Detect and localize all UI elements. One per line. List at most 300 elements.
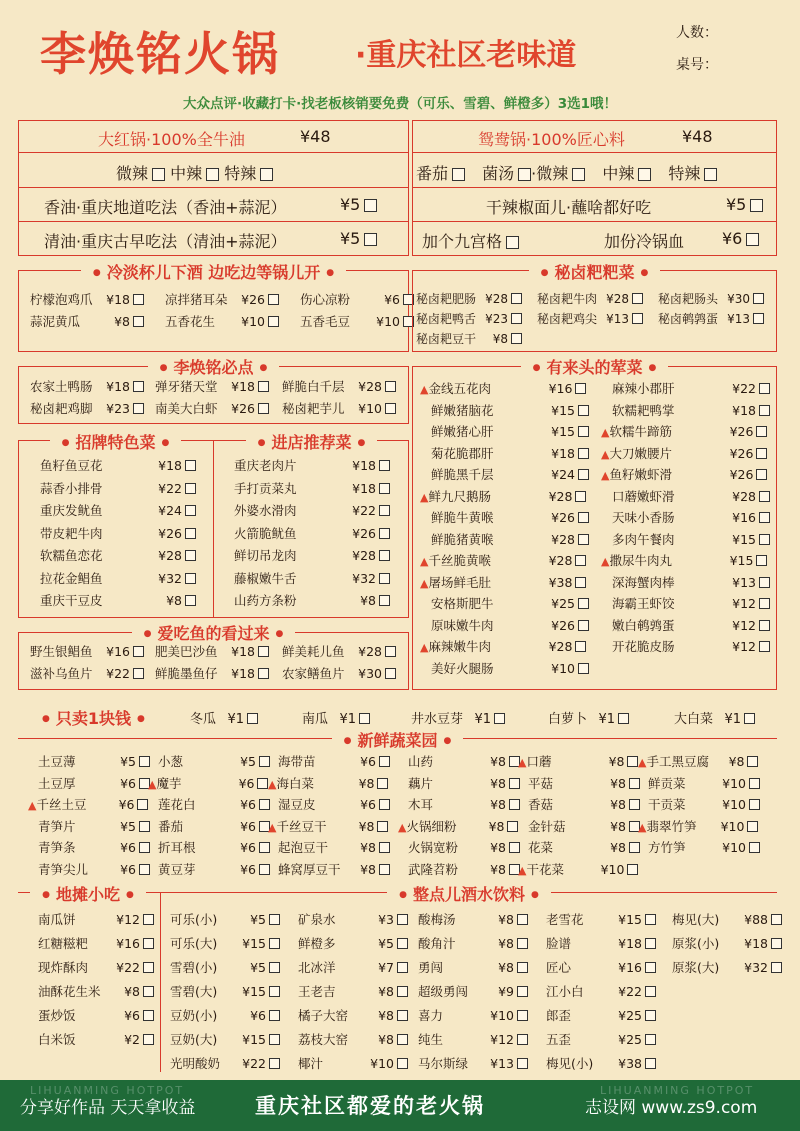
item-checkbox[interactable] bbox=[753, 293, 764, 304]
menu-item bbox=[420, 379, 586, 397]
spice-options: 微辣 中辣 特辣 bbox=[116, 161, 273, 184]
item-price: ¥28 bbox=[358, 644, 382, 659]
red-pot-price: ¥48 bbox=[300, 127, 331, 146]
item-name: 鲜橙多 bbox=[298, 936, 336, 951]
item-price: ¥12 bbox=[732, 596, 756, 611]
item-name: 鱼籽嫩虾滑 bbox=[609, 467, 672, 482]
item-checkbox[interactable] bbox=[379, 842, 390, 853]
item-name: 火锅宽粉 bbox=[408, 840, 459, 855]
oil1-checkbox[interactable] bbox=[364, 199, 377, 212]
item-checkbox[interactable] bbox=[629, 842, 640, 853]
item-checkbox[interactable] bbox=[185, 460, 196, 471]
item-checkbox[interactable] bbox=[397, 962, 408, 973]
item-price: ¥5 bbox=[250, 912, 266, 927]
item-checkbox[interactable] bbox=[269, 938, 280, 949]
item-checkbox[interactable] bbox=[185, 483, 196, 494]
menu-item bbox=[278, 795, 390, 813]
item-checkbox[interactable] bbox=[269, 986, 280, 997]
menu-item bbox=[282, 642, 396, 660]
item-checkbox[interactable] bbox=[397, 1034, 408, 1045]
item-checkbox[interactable] bbox=[759, 405, 770, 416]
item-checkbox[interactable] bbox=[133, 646, 144, 657]
item-price: ¥22 bbox=[158, 480, 182, 496]
menu-item bbox=[537, 290, 643, 307]
item-name: 荔枝大窑 bbox=[298, 1032, 349, 1047]
item-price: ¥6 bbox=[360, 797, 376, 812]
menu-item bbox=[190, 708, 258, 727]
menu-item bbox=[612, 508, 770, 526]
item-price: ¥26 bbox=[729, 424, 754, 439]
fire-icon: ▲ bbox=[268, 777, 277, 791]
item-price: ¥8 bbox=[358, 818, 375, 834]
menu-item bbox=[431, 422, 589, 440]
item-checkbox[interactable] bbox=[575, 491, 586, 502]
menu-item bbox=[298, 982, 408, 1000]
item-checkbox[interactable] bbox=[258, 668, 269, 679]
yy-hot-checkbox[interactable] bbox=[704, 168, 717, 181]
item-checkbox[interactable] bbox=[137, 799, 148, 810]
item-price: ¥16 bbox=[116, 936, 140, 951]
item-checkbox[interactable] bbox=[511, 293, 522, 304]
menu-item bbox=[648, 838, 760, 856]
menu-item bbox=[170, 934, 280, 952]
item-price: ¥30 bbox=[358, 666, 382, 681]
dry-checkbox[interactable] bbox=[750, 199, 763, 212]
menu-item bbox=[431, 659, 589, 677]
menu-item bbox=[658, 290, 764, 307]
item-name: 深海蟹肉棒 bbox=[612, 574, 675, 590]
menu-item bbox=[170, 958, 280, 976]
item-price: ¥5 bbox=[120, 754, 136, 769]
item-price: ¥18 bbox=[158, 458, 182, 473]
menu-item bbox=[170, 982, 280, 1000]
menu-item bbox=[612, 530, 770, 548]
item-name: 蒜泥黄瓜 bbox=[30, 314, 81, 329]
item-name: 光明酸奶 bbox=[170, 1056, 221, 1071]
tomato-checkbox[interactable] bbox=[452, 168, 465, 181]
menu-item bbox=[40, 524, 196, 542]
menu-item bbox=[546, 958, 656, 976]
menu-item bbox=[546, 1030, 656, 1048]
item-checkbox[interactable] bbox=[143, 914, 154, 925]
item-checkbox[interactable] bbox=[759, 641, 770, 652]
item-price: ¥25 bbox=[618, 1032, 642, 1047]
item-price: ¥8 bbox=[498, 936, 514, 951]
item-checkbox[interactable] bbox=[759, 383, 770, 394]
menu-item bbox=[38, 934, 154, 952]
item-checkbox[interactable] bbox=[379, 573, 390, 584]
menu-item bbox=[408, 795, 520, 813]
item-checkbox[interactable] bbox=[618, 713, 629, 724]
item-price: ¥6 bbox=[240, 861, 256, 877]
menu-item bbox=[416, 310, 522, 327]
cold-header: ● 冷淡杯儿下酒 边吃边等锅儿开 ● bbox=[81, 263, 346, 282]
item-checkbox[interactable] bbox=[756, 426, 767, 437]
item-checkbox[interactable] bbox=[385, 381, 396, 392]
item-checkbox[interactable] bbox=[632, 293, 643, 304]
menu-item bbox=[674, 708, 755, 727]
menu-item bbox=[420, 637, 586, 655]
item-name: 老雪花 bbox=[546, 912, 584, 927]
item-price: ¥6 bbox=[250, 1008, 266, 1023]
item-checkbox[interactable] bbox=[143, 938, 154, 949]
brand-title: 李焕铭火锅 bbox=[40, 27, 280, 81]
menu-item bbox=[548, 708, 629, 727]
item-checkbox[interactable] bbox=[517, 938, 528, 949]
menu-item bbox=[38, 1030, 154, 1048]
item-checkbox[interactable] bbox=[258, 646, 269, 657]
item-checkbox[interactable] bbox=[645, 1058, 656, 1069]
footer-slogan: 重庆社区都爱的老火锅 bbox=[255, 1094, 485, 1118]
item-price: ¥18 bbox=[231, 666, 255, 681]
item-checkbox[interactable] bbox=[509, 799, 520, 810]
item-price: ¥28 bbox=[358, 379, 382, 394]
item-checkbox[interactable] bbox=[258, 381, 269, 392]
item-checkbox[interactable] bbox=[629, 799, 640, 810]
item-checkbox[interactable] bbox=[756, 555, 767, 566]
item-name: 鲜脆白千层 bbox=[282, 379, 345, 394]
item-name: 折耳根 bbox=[158, 840, 196, 855]
item-checkbox[interactable] bbox=[645, 986, 656, 997]
oil1-price-row: ¥5 bbox=[340, 195, 377, 214]
item-checkbox[interactable] bbox=[268, 316, 279, 327]
fire-icon: ▲ bbox=[601, 426, 610, 439]
item-checkbox[interactable] bbox=[756, 469, 767, 480]
item-name: 安格斯肥牛 bbox=[431, 596, 494, 611]
spice-mild-checkbox[interactable] bbox=[152, 168, 165, 181]
oil2-checkbox[interactable] bbox=[364, 233, 377, 246]
item-price: ¥1 bbox=[339, 712, 356, 727]
item-checkbox[interactable] bbox=[749, 778, 760, 789]
menu-item bbox=[170, 1030, 280, 1048]
item-checkbox[interactable] bbox=[575, 555, 586, 566]
menu-item bbox=[30, 377, 144, 395]
item-price: ¥16 bbox=[732, 510, 756, 525]
item-checkbox[interactable] bbox=[143, 1034, 154, 1045]
item-checkbox[interactable] bbox=[185, 550, 196, 561]
item-checkbox[interactable] bbox=[385, 668, 396, 679]
item-checkbox[interactable] bbox=[139, 842, 150, 853]
item-checkbox[interactable] bbox=[397, 938, 408, 949]
blood-checkbox[interactable] bbox=[746, 233, 759, 246]
mushroom-checkbox[interactable] bbox=[518, 168, 531, 181]
fire-icon: ▲ bbox=[638, 756, 647, 769]
item-price: ¥26 bbox=[352, 525, 376, 541]
item-price: ¥8 bbox=[378, 984, 394, 999]
item-checkbox[interactable] bbox=[578, 426, 589, 437]
item-price: ¥15 bbox=[551, 402, 575, 418]
item-checkbox[interactable] bbox=[185, 505, 196, 516]
menu-item bbox=[612, 487, 770, 505]
item-checkbox[interactable] bbox=[771, 938, 782, 949]
menu-item bbox=[416, 330, 522, 347]
item-checkbox[interactable] bbox=[517, 962, 528, 973]
footer-watermark-right: LIHUANMING HOTPOT bbox=[600, 1084, 755, 1097]
item-checkbox[interactable] bbox=[133, 668, 144, 679]
item-checkbox[interactable] bbox=[379, 505, 390, 516]
item-checkbox[interactable] bbox=[749, 799, 760, 810]
item-name: 椰汁 bbox=[298, 1056, 324, 1071]
item-name: 王老吉 bbox=[298, 984, 336, 999]
item-checkbox[interactable] bbox=[259, 864, 270, 875]
item-checkbox[interactable] bbox=[627, 756, 638, 767]
item-price: ¥5 bbox=[250, 960, 266, 975]
meat-header: ● 有来头的荤菜 ● bbox=[521, 358, 669, 377]
item-checkbox[interactable] bbox=[759, 598, 770, 609]
item-checkbox[interactable] bbox=[759, 512, 770, 523]
menu-item bbox=[418, 982, 528, 1000]
item-name: 野生银鲳鱼 bbox=[30, 644, 93, 659]
item-price: ¥8 bbox=[610, 840, 626, 855]
item-checkbox[interactable] bbox=[578, 534, 589, 545]
item-price: ¥13 bbox=[727, 312, 750, 326]
item-checkbox[interactable] bbox=[397, 1058, 408, 1069]
item-checkbox[interactable] bbox=[247, 713, 258, 724]
veg-header: ● 新鲜蔬菜园 ● bbox=[332, 731, 464, 750]
yy-pot-price: ¥48 bbox=[682, 127, 713, 146]
drink-header: ● 整点儿酒水饮料 ● bbox=[387, 885, 551, 904]
item-price: ¥6 bbox=[124, 1008, 140, 1023]
item-name: 金针菇 bbox=[528, 818, 566, 834]
item-checkbox[interactable] bbox=[397, 914, 408, 925]
item-checkbox[interactable] bbox=[753, 313, 764, 324]
item-price: ¥8 bbox=[488, 818, 505, 834]
menu-item bbox=[601, 551, 767, 569]
item-checkbox[interactable] bbox=[258, 403, 269, 414]
item-checkbox[interactable] bbox=[517, 986, 528, 997]
menu-item bbox=[408, 860, 520, 878]
item-name: 天味小香肠 bbox=[612, 510, 675, 525]
item-name: 白米饭 bbox=[38, 1032, 76, 1047]
item-checkbox[interactable] bbox=[379, 756, 390, 767]
item-name: 酸角汁 bbox=[418, 936, 456, 951]
item-checkbox[interactable] bbox=[749, 842, 760, 853]
item-checkbox[interactable] bbox=[627, 864, 638, 875]
item-price: ¥5 bbox=[378, 936, 394, 951]
item-checkbox[interactable] bbox=[517, 1058, 528, 1069]
menu-item bbox=[546, 910, 656, 928]
item-checkbox[interactable] bbox=[771, 962, 782, 973]
item-checkbox[interactable] bbox=[143, 962, 154, 973]
item-checkbox[interactable] bbox=[185, 573, 196, 584]
item-checkbox[interactable] bbox=[268, 294, 279, 305]
spice-hot-checkbox[interactable] bbox=[260, 168, 273, 181]
item-checkbox[interactable] bbox=[578, 469, 589, 480]
yy-mild-checkbox[interactable] bbox=[572, 168, 585, 181]
item-price: ¥3 bbox=[378, 912, 394, 927]
spice-medium-checkbox[interactable] bbox=[206, 168, 219, 181]
item-checkbox[interactable] bbox=[259, 756, 270, 767]
item-price: ¥5 bbox=[240, 754, 256, 769]
menu-item bbox=[601, 444, 767, 462]
item-name: 原浆(大) bbox=[672, 960, 720, 975]
item-checkbox[interactable] bbox=[379, 460, 390, 471]
item-name: 鲜脆墨鱼仔 bbox=[155, 666, 218, 681]
item-checkbox[interactable] bbox=[759, 620, 770, 631]
item-name: 菊花脆郡肝 bbox=[431, 445, 494, 461]
item-name: 莲花白 bbox=[158, 797, 196, 812]
item-name: 拉花金鲳鱼 bbox=[40, 570, 103, 586]
item-name: 纯生 bbox=[418, 1032, 444, 1047]
item-checkbox[interactable] bbox=[397, 986, 408, 997]
item-checkbox[interactable] bbox=[257, 778, 268, 789]
item-checkbox[interactable] bbox=[744, 713, 755, 724]
item-name: 带皮耙牛肉 bbox=[40, 525, 103, 541]
item-checkbox[interactable] bbox=[259, 842, 270, 853]
item-name: 豆奶(大) bbox=[170, 1032, 218, 1047]
item-checkbox[interactable] bbox=[379, 595, 390, 606]
item-checkbox[interactable] bbox=[269, 914, 280, 925]
menu-item bbox=[672, 934, 782, 952]
item-checkbox[interactable] bbox=[645, 1010, 656, 1021]
item-price: ¥6 bbox=[240, 818, 256, 834]
menu-item bbox=[234, 456, 390, 474]
item-name: 花菜 bbox=[528, 840, 554, 855]
item-name: 起泡豆干 bbox=[278, 840, 329, 855]
menu-item bbox=[418, 934, 528, 952]
item-checkbox[interactable] bbox=[747, 821, 758, 832]
item-checkbox[interactable] bbox=[759, 577, 770, 588]
item-price: ¥24 bbox=[551, 467, 575, 482]
item-checkbox[interactable] bbox=[578, 663, 589, 674]
item-checkbox[interactable] bbox=[578, 448, 589, 459]
item-checkbox[interactable] bbox=[359, 713, 370, 724]
item-checkbox[interactable] bbox=[645, 938, 656, 949]
item-price: ¥6 bbox=[238, 775, 255, 791]
item-name: 重庆发鱿鱼 bbox=[40, 503, 103, 518]
item-checkbox[interactable] bbox=[385, 403, 396, 414]
jiugong-checkbox[interactable] bbox=[506, 236, 519, 249]
item-checkbox[interactable] bbox=[645, 962, 656, 973]
item-checkbox[interactable] bbox=[645, 1034, 656, 1045]
item-checkbox[interactable] bbox=[756, 448, 767, 459]
item-checkbox[interactable] bbox=[377, 778, 388, 789]
item-checkbox[interactable] bbox=[632, 313, 643, 324]
menu-item bbox=[38, 774, 150, 792]
item-checkbox[interactable] bbox=[629, 778, 640, 789]
yy-medium-checkbox[interactable] bbox=[638, 168, 651, 181]
item-name: 秘卤耙豆干 bbox=[416, 332, 477, 346]
item-checkbox[interactable] bbox=[747, 756, 758, 767]
item-checkbox[interactable] bbox=[578, 405, 589, 416]
item-price: ¥8 bbox=[498, 960, 514, 975]
menu-item bbox=[431, 508, 589, 526]
item-name: 秘卤鹌鹑蛋 bbox=[658, 312, 719, 326]
menu-item bbox=[546, 934, 656, 952]
item-price: ¥28 bbox=[548, 553, 573, 568]
item-checkbox[interactable] bbox=[575, 641, 586, 652]
menu-item bbox=[612, 616, 770, 634]
item-checkbox[interactable] bbox=[185, 528, 196, 539]
item-price: ¥8 bbox=[492, 332, 508, 346]
item-name: 五香花生 bbox=[165, 314, 216, 329]
item-checkbox[interactable] bbox=[133, 403, 144, 414]
item-checkbox[interactable] bbox=[377, 821, 388, 832]
item-checkbox[interactable] bbox=[139, 821, 150, 832]
item-checkbox[interactable] bbox=[494, 713, 505, 724]
item-checkbox[interactable] bbox=[185, 595, 196, 606]
item-checkbox[interactable] bbox=[575, 383, 586, 394]
item-checkbox[interactable] bbox=[507, 821, 518, 832]
item-checkbox[interactable] bbox=[578, 598, 589, 609]
item-checkbox[interactable] bbox=[385, 646, 396, 657]
item-price: ¥18 bbox=[231, 644, 255, 659]
menu-item bbox=[155, 377, 269, 395]
item-name: 北冰洋 bbox=[298, 960, 336, 975]
item-checkbox[interactable] bbox=[379, 483, 390, 494]
item-checkbox[interactable] bbox=[379, 528, 390, 539]
item-checkbox[interactable] bbox=[397, 1010, 408, 1021]
item-checkbox[interactable] bbox=[269, 1010, 280, 1021]
item-checkbox[interactable] bbox=[133, 381, 144, 392]
recommend-header: ● 进店推荐菜 ● bbox=[246, 433, 378, 452]
item-checkbox[interactable] bbox=[139, 864, 150, 875]
item-checkbox[interactable] bbox=[269, 962, 280, 973]
item-name: 五歪 bbox=[546, 1032, 572, 1047]
fire-icon: ▲ bbox=[420, 576, 429, 590]
item-name: 千丝土豆 bbox=[36, 797, 87, 812]
item-price: ¥6 bbox=[384, 292, 400, 307]
item-checkbox[interactable] bbox=[133, 316, 144, 327]
menu-item bbox=[278, 752, 390, 770]
item-price: ¥9 bbox=[498, 984, 514, 999]
item-checkbox[interactable] bbox=[143, 986, 154, 997]
item-price: ¥24 bbox=[158, 503, 182, 518]
item-name: 江小白 bbox=[546, 984, 584, 999]
item-checkbox[interactable] bbox=[759, 491, 770, 502]
menu-item bbox=[234, 546, 390, 564]
table-label: 桌号： bbox=[676, 57, 718, 73]
item-name: 梅见(大) bbox=[672, 912, 720, 927]
item-name: 梅见(小) bbox=[546, 1056, 594, 1071]
menu-item bbox=[612, 637, 770, 655]
item-checkbox[interactable] bbox=[578, 620, 589, 631]
item-checkbox[interactable] bbox=[517, 1010, 528, 1021]
item-price: ¥8 bbox=[124, 984, 140, 999]
item-checkbox[interactable] bbox=[771, 914, 782, 925]
menu-item bbox=[408, 838, 520, 856]
item-checkbox[interactable] bbox=[133, 294, 144, 305]
item-name: 雪碧(大) bbox=[170, 984, 218, 999]
item-checkbox[interactable] bbox=[259, 799, 270, 810]
menu-item bbox=[234, 524, 390, 542]
item-checkbox[interactable] bbox=[517, 1034, 528, 1045]
must-header: ● 李焕铭必点 ● bbox=[148, 358, 280, 377]
item-checkbox[interactable] bbox=[379, 864, 390, 875]
item-checkbox[interactable] bbox=[379, 550, 390, 561]
item-checkbox[interactable] bbox=[509, 842, 520, 853]
item-checkbox[interactable] bbox=[139, 756, 150, 767]
red-pot-name: 大红锅·100%全牛油 bbox=[98, 130, 245, 149]
item-checkbox[interactable] bbox=[269, 1058, 280, 1069]
menu-item bbox=[431, 465, 589, 483]
item-price: ¥15 bbox=[729, 553, 754, 568]
item-checkbox[interactable] bbox=[759, 534, 770, 545]
item-checkbox[interactable] bbox=[511, 333, 522, 344]
item-checkbox[interactable] bbox=[575, 577, 586, 588]
item-checkbox[interactable] bbox=[645, 914, 656, 925]
item-checkbox[interactable] bbox=[509, 778, 520, 789]
item-checkbox[interactable] bbox=[269, 1034, 280, 1045]
item-checkbox[interactable] bbox=[379, 799, 390, 810]
menu-item bbox=[30, 399, 144, 417]
fire-icon: ▲ bbox=[398, 820, 407, 834]
item-checkbox[interactable] bbox=[143, 1010, 154, 1021]
fire-icon: ▲ bbox=[601, 447, 610, 461]
item-checkbox[interactable] bbox=[511, 313, 522, 324]
item-checkbox[interactable] bbox=[517, 914, 528, 925]
item-checkbox[interactable] bbox=[578, 512, 589, 523]
